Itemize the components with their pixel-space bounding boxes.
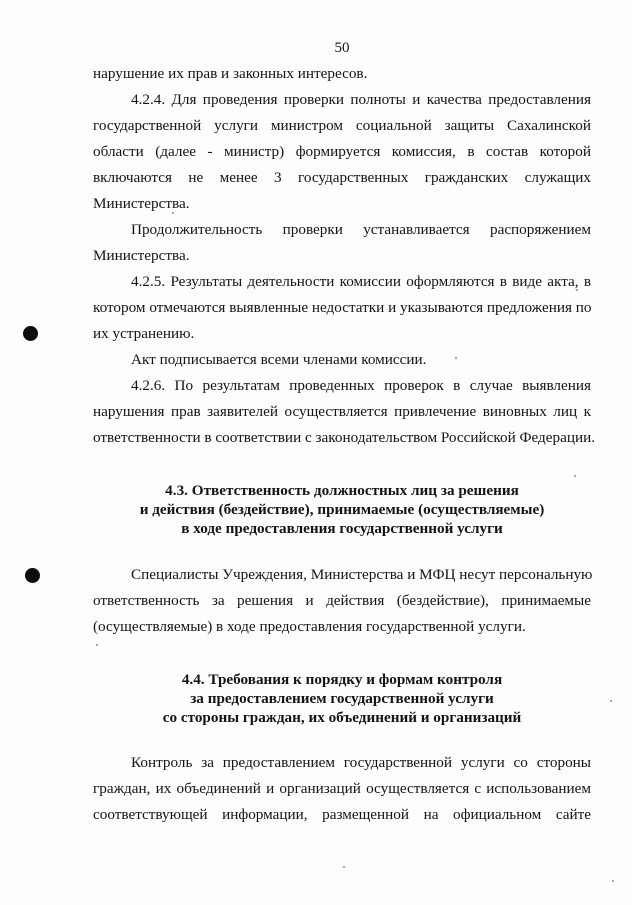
section-heading-line: в ходе предоставления государственной услуги — [181, 520, 503, 537]
text-line: 4.2.6. По результатам проведенных проверок в случае выявления — [131, 377, 591, 394]
scan-speck — [574, 475, 576, 477]
scan-speck — [612, 880, 614, 882]
text-line: включаются не менее 3 государственных гражданских служащих — [93, 169, 591, 186]
text-line: соответствующей информации, размещенной на официальном сайте — [93, 806, 591, 823]
section-heading-line: и действия (бездействие), принимаемые (осуществляемые) — [139, 501, 545, 518]
text-line: ответственности в соответствии с законодательством Российской Федерации. — [93, 429, 596, 446]
punch-hole-mark — [23, 326, 38, 341]
text-line: государственной услуги министром социальной защиты Сахалинской — [93, 117, 591, 134]
text-line: их устранению. — [93, 325, 195, 342]
text-line: нарушения прав заявителей осуществляется привлечение виновных лиц к — [93, 403, 591, 420]
text-line: Контроль за предоставлением государственной услуги со стороны — [131, 754, 591, 771]
text-line: 4.2.5. Результаты деятельности комиссии оформляются в виде акта, в — [131, 273, 591, 290]
section-heading-line: 4.4. Требования к порядку и формам контроля — [181, 671, 503, 688]
section-heading-line: 4.3. Ответственность должностных лиц за решения — [165, 482, 519, 499]
text-line: 4.2.4. Для проведения проверки полноты и качества предоставления — [131, 91, 591, 108]
text-line: ответственность за решения и действия (бездействие), принимаемые — [93, 592, 591, 609]
text-line: котором отмечаются выявленные недостатки и указываются предложения по — [93, 299, 592, 316]
text-line: граждан, их объединений и организаций осуществляется с использованием — [93, 780, 591, 797]
text-line: Специалисты Учреждения, Министерства и МФЦ несут персональную — [131, 566, 593, 583]
scan-speck — [96, 644, 98, 646]
scan-speck — [610, 700, 612, 702]
text-line: Акт подписывается всеми членами комиссии. — [131, 351, 427, 368]
scan-speck — [343, 866, 345, 868]
section-heading-line: за предоставлением государственной услуги — [190, 690, 494, 707]
text-line: нарушение их прав и законных интересов. — [93, 65, 368, 82]
text-line: (осуществляемые) в ходе предоставления государственной услуги. — [93, 618, 526, 635]
section-heading-line: со стороны граждан, их объединений и организаций — [162, 709, 522, 726]
text-line: Продолжительность проверки устанавливается распоряжением — [131, 221, 591, 238]
text-line: Министерства. — [93, 195, 190, 212]
text-line: Министерства. — [93, 247, 190, 264]
punch-hole-mark — [25, 568, 40, 583]
page-number: 50 — [334, 40, 350, 56]
text-line: области (далее - министр) формируется комиссия, в состав которой — [93, 143, 591, 160]
